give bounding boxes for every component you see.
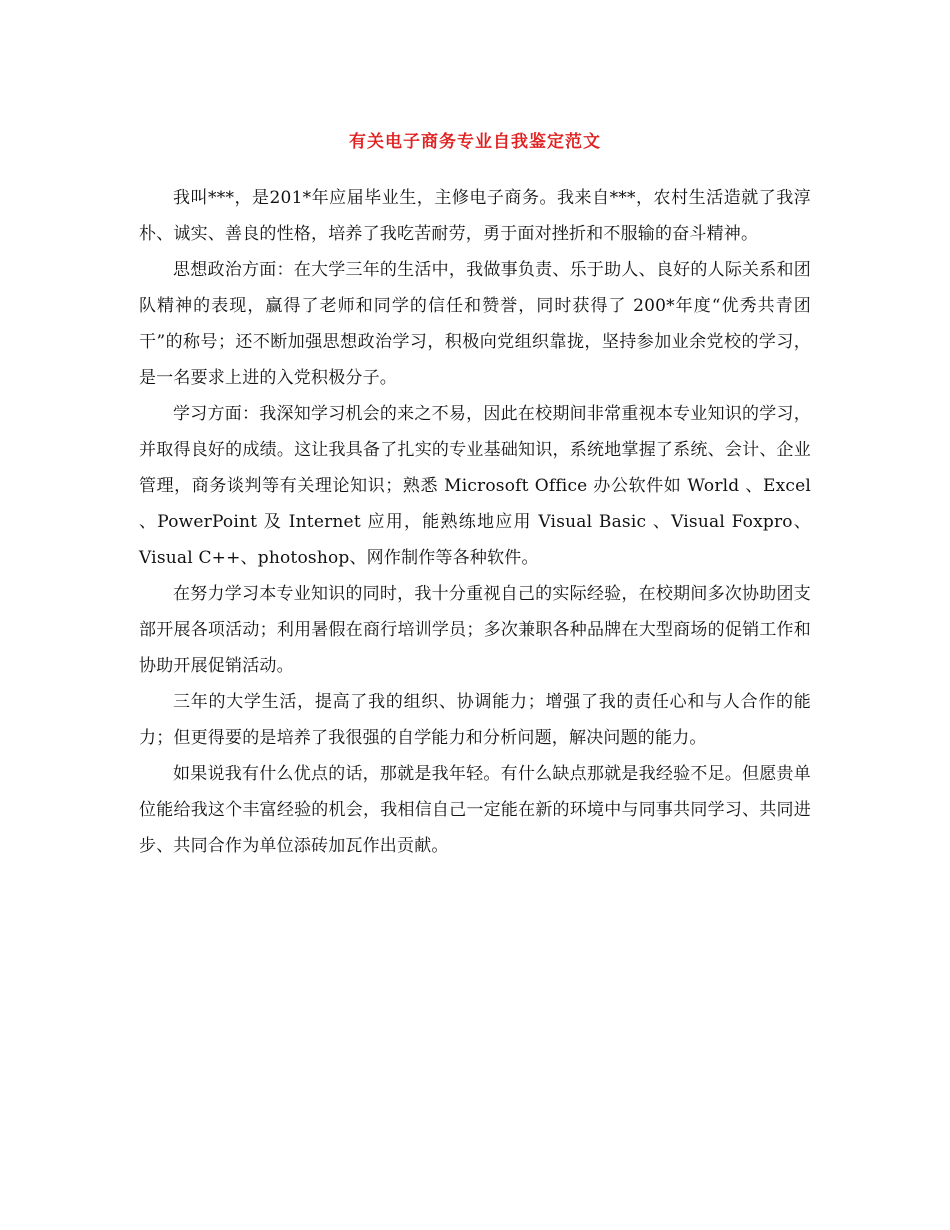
paragraph-conclusion: 如果说我有什么优点的话，那就是我年轻。有什么缺点那就是我经验不足。但愿贵单位能给我这个丰富经验的机会，我相信自己一定能在新的环境中与同事共同学习、共同进步、共同合作为单位添砖加瓦作出贡献。 xyxy=(139,764,811,856)
paragraph-experience: 在努力学习本专业知识的同时，我十分重视自己的实际经验，在校期间多次协助团支部开展各项活动；利用暑假在商行培训学员；多次兼职各种品牌在大型商场的促销工作和协助开展促销活动。 xyxy=(139,584,811,676)
paragraph-study: 学习方面：我深知学习机会的来之不易，因此在校期间非常重视本专业知识的学习，并取得良好的成绩。这让我具备了扎实的专业基础知识，系统地掌握了系统、会计、企业管理，商务谈判等有关理论知识；熟悉 Microsoft Office 办公软件如 World 、Excel 、PowerPoint 及 Internet 应用，能熟练地应用 Visual Basic 、Visual Foxpro、Visual C++、photoshop、网作制作等各种软件。 xyxy=(139,404,811,568)
document-body xyxy=(139,180,811,864)
paragraph-political: 思想政治方面：在大学三年的生活中，我做事负责、乐于助人、良好的人际关系和团队精神的表现，赢得了老师和同学的信任和赞誉，同时获得了 200*年度“优秀共青团干”的称号；还不断加强思想政治学习，积极向党组织靠拢，坚持参加业余党校的学习，是一名要求上进的入党积极分子。 xyxy=(139,260,811,388)
paragraph-abilities: 三年的大学生活，提高了我的组织、协调能力；增强了我的责任心和与人合作的能力；但更得要的是培养了我很强的自学能力和分析问题，解决问题的能力。 xyxy=(139,692,811,748)
document-title: 有关电子商务专业自我鉴定范文 xyxy=(349,132,601,152)
paragraph-intro: 我叫***，是201*年应届毕业生，主修电子商务。我来自***，农村生活造就了我淳朴、诚实、善良的性格，培养了我吃苦耐劳，勇于面对挫折和不服输的奋斗精神。 xyxy=(139,188,811,244)
